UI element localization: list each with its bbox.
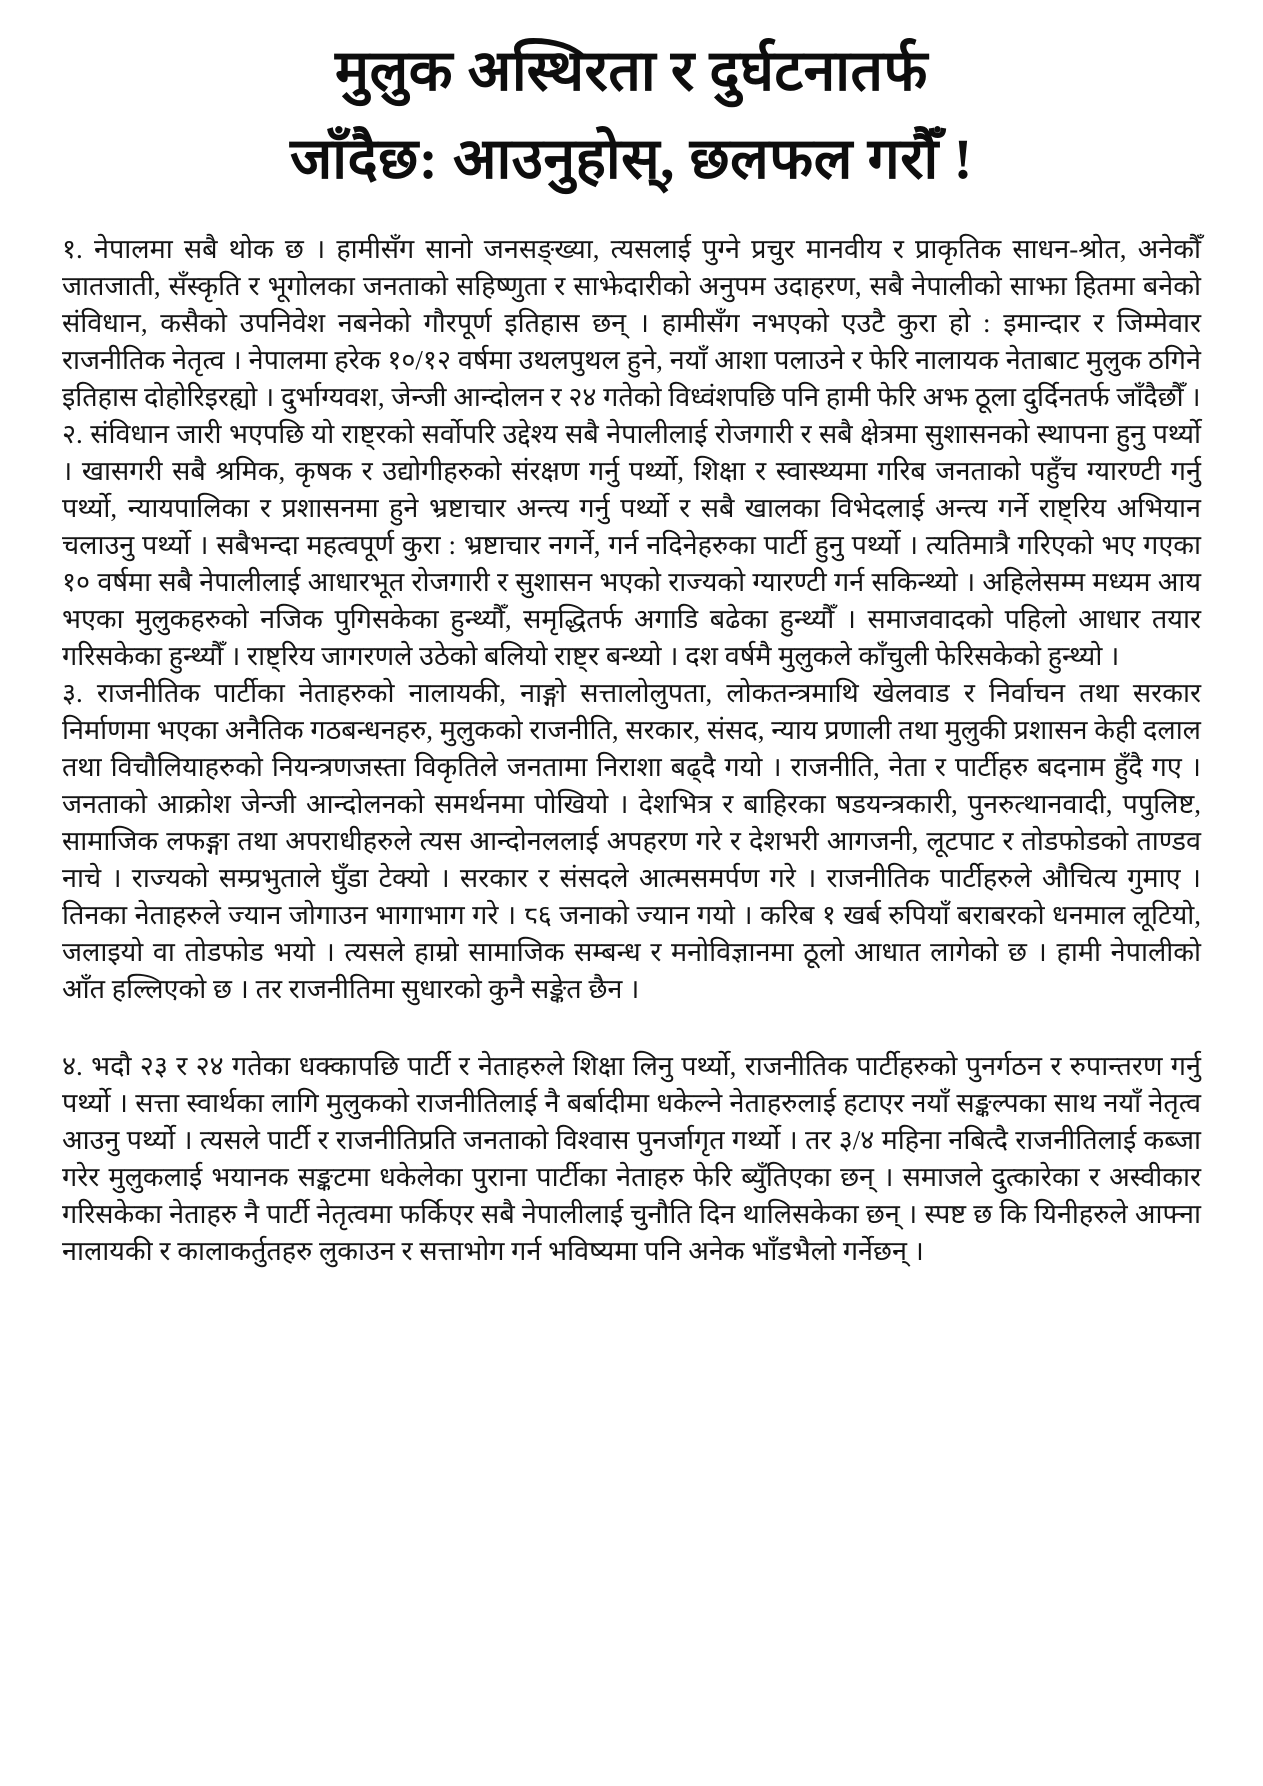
page-title [62, 28, 1201, 205]
document-body [62, 231, 1201, 1270]
page-title-line-2: जाँदैछ: आउनुहोस्, छलफल गरौँ ! [289, 128, 974, 192]
paragraph-3: ३. राजनीतिक पार्टीका नेताहरुको नालायकी, नाङ्गो सत्तालोलुपता, लोकतन्त्रमाथि खेलवाड र निर्वाचन तथा सरकार निर्माणमा भएका अनैतिक गठबन्धनहरु, मुलुकको राजनीति, सरकार, संसद, न्याय प्रणाली तथा मुलुकी प्रशासन केही दलाल तथा विचौलियाहरुको नियन्त्रणजस्ता विकृतिले जनतामा निराशा बढ्दै गयो । राजनीति, नेता र पार्टीहरु बदनाम हुँदै गए । जनताको आक्रोश जेन्जी आन्दोलनको समर्थनमा पोखियो । देशभित्र र बाहिरका षडयन्त्रकारी, पुनरुत्थानवादी, पपुलिष्ट, सामाजिक लफङ्गा तथा अपराधीहरुले त्यस आन्दोनललाई अपहरण गरे र देशभरी आगजनी, लूटपाट र तोडफोडको ताण्डव नाचे । राज्यको सम्प्रभुताले घुँडा टेक्यो । सरकार र संसदले आत्मसमर्पण गरे । राजनीतिक पार्टीहरुले औचित्य गुमाए । तिनका नेताहरुले ज्यान जोगाउन भागाभाग गरे । ८६ जनाको ज्यान गयो । करिब १ खर्ब रुपियाँ बराबरको धनमाल लूटियो, जलाइयो वा तोडफोड भयो । त्यसले हाम्रो सामाजिक सम्बन्ध र मनोविज्ञानमा ठूलो आधात लागेको छ । हामी नेपालीको आँत हल्लिएको छ । तर राजनीतिमा सुधारको कुनै सङ्केत छैन । [62, 677, 1201, 1004]
paragraph-4: ४. भदौ २३ र २४ गतेका धक्कापछि पार्टी र नेताहरुले शिक्षा लिनु पर्थ्यो, राजनीतिक पार्टीहरुको पुनर्गठन र रुपान्तरण गर्नु पर्थ्यो । सत्ता स्वार्थका लागि मुलुकको राजनीतिलाई नै बर्बादीमा धकेल्ने नेताहरुलाई हटाएर नयाँ सङ्कल्पका साथ नयाँ नेतृत्व आउनु पर्थ्यो । त्यसले पार्टी र राजनीतिप्रति जनताको विश्वास पुनर्जागृत गर्थ्यो । तर ३/४ महिना नबित्दै राजनीतिलाई कब्जा गरेर मुलुकलाई भयानक सङ्कटमा धकेलेका पुराना पार्टीका नेताहरु फेरि ब्युँतिएका छन् । समाजले दुत्कारेका र अस्वीकार गरिसकेका नेताहरु नै पार्टी नेतृत्वमा फर्किएर सबै नेपालीलाई चुनौति दिन थालिसकेका छन् । स्पष्ट छ कि यिनीहरुले आफ्ना नालायकी र कालाकर्तुतहरु लुकाउन र सत्ताभोग गर्न भविष्यमा पनि अनेक भाँडभैलो गर्नेछन् । [62, 1050, 1201, 1266]
paragraph-2: २. संविधान जारी भएपछि यो राष्ट्रको सर्वोपरि उद्देश्य सबै नेपालीलाई रोजगारी र सबै क्षेत्रमा सुशासनको स्थापना हुनु पर्थ्यो । खासगरी सबै श्रमिक, कृषक र उद्योगीहरुको संरक्षण गर्नु पर्थ्यो, शिक्षा र स्वास्थ्यमा गरिब जनताको पहुँच ग्यारण्टी गर्नु पर्थ्यो, न्यायपालिका र प्रशासनमा हुने भ्रष्टाचार अन्त्य गर्नु पर्थ्यो र सबै खालका विभेदलाई अन्त्य गर्ने राष्ट्रिय अभियान चलाउनु पर्थ्यो । सबैभन्दा महत्वपूर्ण कुरा : भ्रष्टाचार नगर्ने, गर्न नदिनेहरुका पार्टी हुनु पर्थ्यो । त्यतिमात्रै गरिएको भए गएका १० वर्षमा सबै नेपालीलाई आधारभूत रोजगारी र सुशासन भएको राज्यको ग्यारण्टी गर्न सकिन्थ्यो । अहिलेसम्म मध्यम आय भएका मुलुकहरुको नजिक पुगिसकेका हुन्थ्यौँ, समृद्धितर्फ अगाडि बढेका हुन्थ्यौँ । समाजवादको पहिलो आधार तयार गरिसकेका हुन्थ्यौँ । राष्ट्रिय जागरणले उठेको बलियो राष्ट्र बन्थ्यो । दश वर्षमै मुलुकले काँचुली फेरिसकेको हुन्थ्यो । [62, 418, 1201, 671]
page-title-line-1: मुलुक अस्थिरता र दुर्घटनातर्फ [335, 40, 928, 103]
paragraph-1: १. नेपालमा सबै थोक छ । हामीसँग सानो जनसङ्ख्या, त्यसलाई पुग्ने प्रचुर मानवीय र प्राकृतिक साधन-श्रोत, अनेकौँ जातजाती, सँस्कृति र भूगोलका जनताको सहिष्णुता र साझेदारीको अनुपम उदाहरण, सबै नेपालीको साझा हितमा बनेको संविधान, कसैको उपनिवेश नबनेको गौरपूर्ण इतिहास छन् । हामीसँग नभएको एउटै कुरा हो : इमान्दार र जिम्मेवार राजनीतिक नेतृत्व । नेपालमा हरेक १०/१२ वर्षमा उथलपुथल हुने, नयाँ आशा पलाउने र फेरि नालायक नेताबाट मुलुक ठगिने इतिहास दोहोरिइरह्यो । दुर्भाग्यवश, जेन्जी आन्दोलन र २४ गतेको विध्वंशपछि पनि हामी फेरि अझ ठूला दुर्दिनतर्फ जाँदैछौँ । [62, 233, 1201, 412]
